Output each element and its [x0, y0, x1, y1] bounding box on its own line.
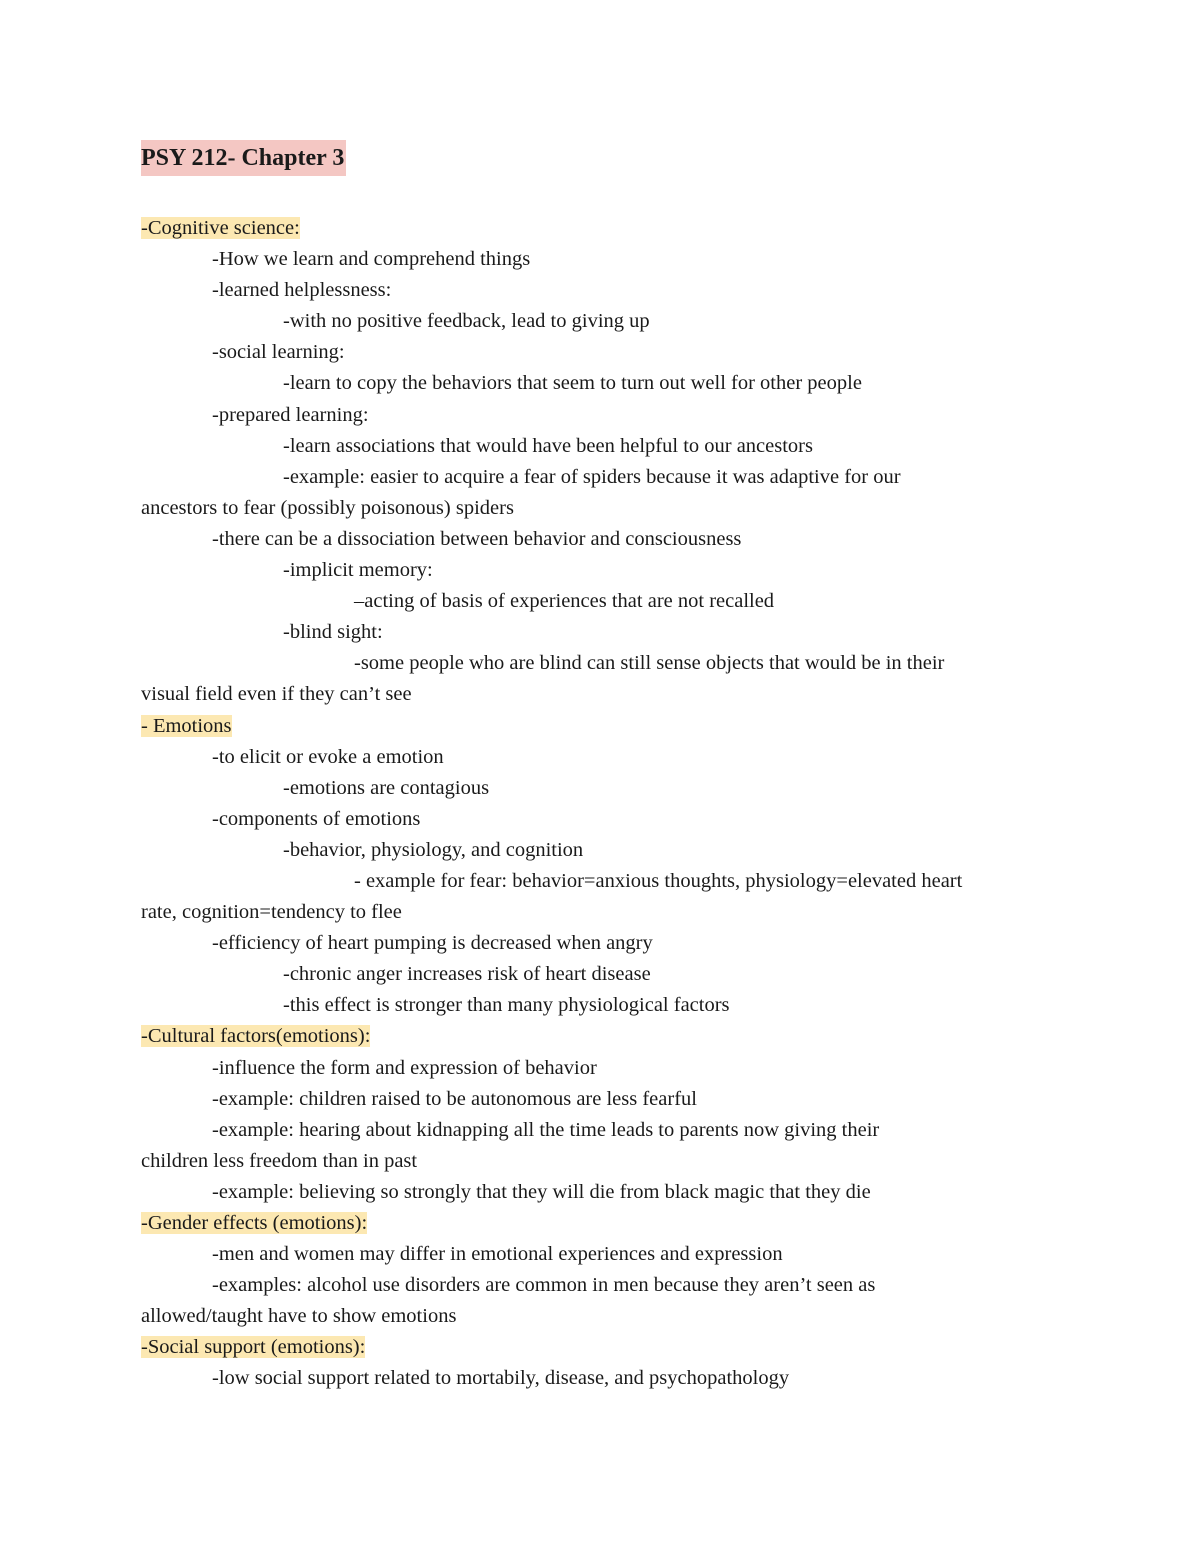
note-text: -behavior, physiology, and cognition — [283, 838, 584, 861]
note-line — [141, 928, 1061, 959]
note-line — [141, 679, 1061, 710]
note-text: -blind sight: — [283, 621, 383, 644]
note-line — [141, 1084, 1061, 1115]
note-line — [141, 804, 1061, 835]
note-text: -social learning: — [212, 341, 345, 364]
note-line — [141, 1301, 1061, 1332]
note-text: -example: children raised to be autonomous are less fearful — [212, 1087, 697, 1110]
note-line — [141, 990, 1061, 1021]
note-line — [141, 400, 1061, 431]
note-line — [141, 213, 1061, 244]
note-line — [141, 1115, 1061, 1146]
note-line — [141, 1239, 1061, 1270]
note-line — [141, 617, 1061, 648]
section-heading: -Cognitive science: — [141, 217, 300, 239]
section-heading: -Cultural factors(emotions): — [141, 1025, 371, 1048]
note-line — [141, 866, 1061, 897]
section-heading: - Emotions — [141, 714, 232, 737]
note-text: -learn associations that would have been helpful to our ancestors — [283, 434, 813, 457]
note-line — [141, 1177, 1061, 1208]
note-line — [141, 1146, 1061, 1177]
note-line — [141, 524, 1061, 555]
note-text: -example: easier to acquire a fear of spiders because it was adaptive for our — [283, 465, 901, 488]
note-line — [141, 835, 1061, 866]
note-text: -low social support related to mortabily, disease, and psychopathology — [212, 1367, 790, 1390]
note-line — [141, 493, 1061, 524]
note-text: visual field even if they can’t see — [141, 683, 412, 706]
note-text: -prepared learning: — [212, 403, 369, 426]
note-line — [141, 337, 1061, 368]
note-line — [141, 462, 1061, 493]
note-line — [141, 368, 1061, 399]
note-line — [141, 1021, 1061, 1052]
note-text: -learn to copy the behaviors that seem to turn out well for other people — [283, 372, 862, 395]
note-line — [141, 306, 1061, 337]
note-line — [141, 431, 1061, 462]
note-text: -example: believing so strongly that they will die from black magic that they die — [212, 1180, 871, 1203]
note-text: -men and women may differ in emotional experiences and expression — [212, 1243, 783, 1266]
note-text: -to elicit or evoke a emotion — [212, 745, 444, 768]
note-text: children less freedom than in past — [141, 1149, 418, 1172]
section-heading: -Gender effects (emotions): — [141, 1212, 368, 1234]
note-text: –acting of basis of experiences that are not recalled — [354, 590, 775, 613]
note-text: allowed/taught have to show emotions — [141, 1305, 457, 1328]
note-text: -learned helplessness: — [212, 279, 392, 302]
note-line — [141, 773, 1061, 804]
note-text: -some people who are blind can still sense objects that would be in their — [354, 652, 945, 675]
note-text: -there can be a dissociation between behavior and consciousness — [212, 527, 742, 550]
note-line — [141, 1332, 1061, 1363]
notes-body — [141, 213, 1061, 1395]
section-heading: -Social support (emotions): — [141, 1336, 366, 1359]
page-title: PSY 212- Chapter 3 — [141, 140, 346, 176]
note-line — [141, 742, 1061, 773]
note-line — [141, 244, 1061, 275]
note-line — [141, 1270, 1061, 1301]
note-text: ancestors to fear (possibly poisonous) spiders — [141, 496, 514, 519]
note-line — [141, 897, 1061, 928]
note-line — [141, 1208, 1061, 1239]
note-line — [141, 586, 1061, 617]
note-text: -components of emotions — [212, 807, 421, 830]
note-text: -efficiency of heart pumping is decreased when angry — [212, 932, 653, 955]
note-text: rate, cognition=tendency to flee — [141, 901, 402, 924]
note-text: -with no positive feedback, lead to giving up — [283, 310, 650, 333]
note-line — [141, 959, 1061, 990]
note-text: -example: hearing about kidnapping all the time leads to parents now giving their — [212, 1118, 880, 1141]
note-text: -influence the form and expression of behavior — [212, 1056, 597, 1079]
note-text: -this effect is stronger than many physiological factors — [283, 994, 730, 1017]
note-text: -examples: alcohol use disorders are common in men because they aren’t seen as — [212, 1274, 876, 1297]
note-line — [141, 711, 1061, 742]
note-line — [141, 275, 1061, 306]
note-line — [141, 648, 1061, 679]
note-line — [141, 1053, 1061, 1084]
note-text: -How we learn and comprehend things — [212, 248, 531, 271]
note-text: - example for fear: behavior=anxious thoughts, physiology=elevated heart — [354, 869, 963, 892]
note-line — [141, 555, 1061, 586]
note-text: -implicit memory: — [283, 559, 433, 582]
note-line — [141, 1363, 1061, 1394]
note-text: -emotions are contagious — [283, 776, 490, 799]
note-text: -chronic anger increases risk of heart disease — [283, 963, 651, 986]
